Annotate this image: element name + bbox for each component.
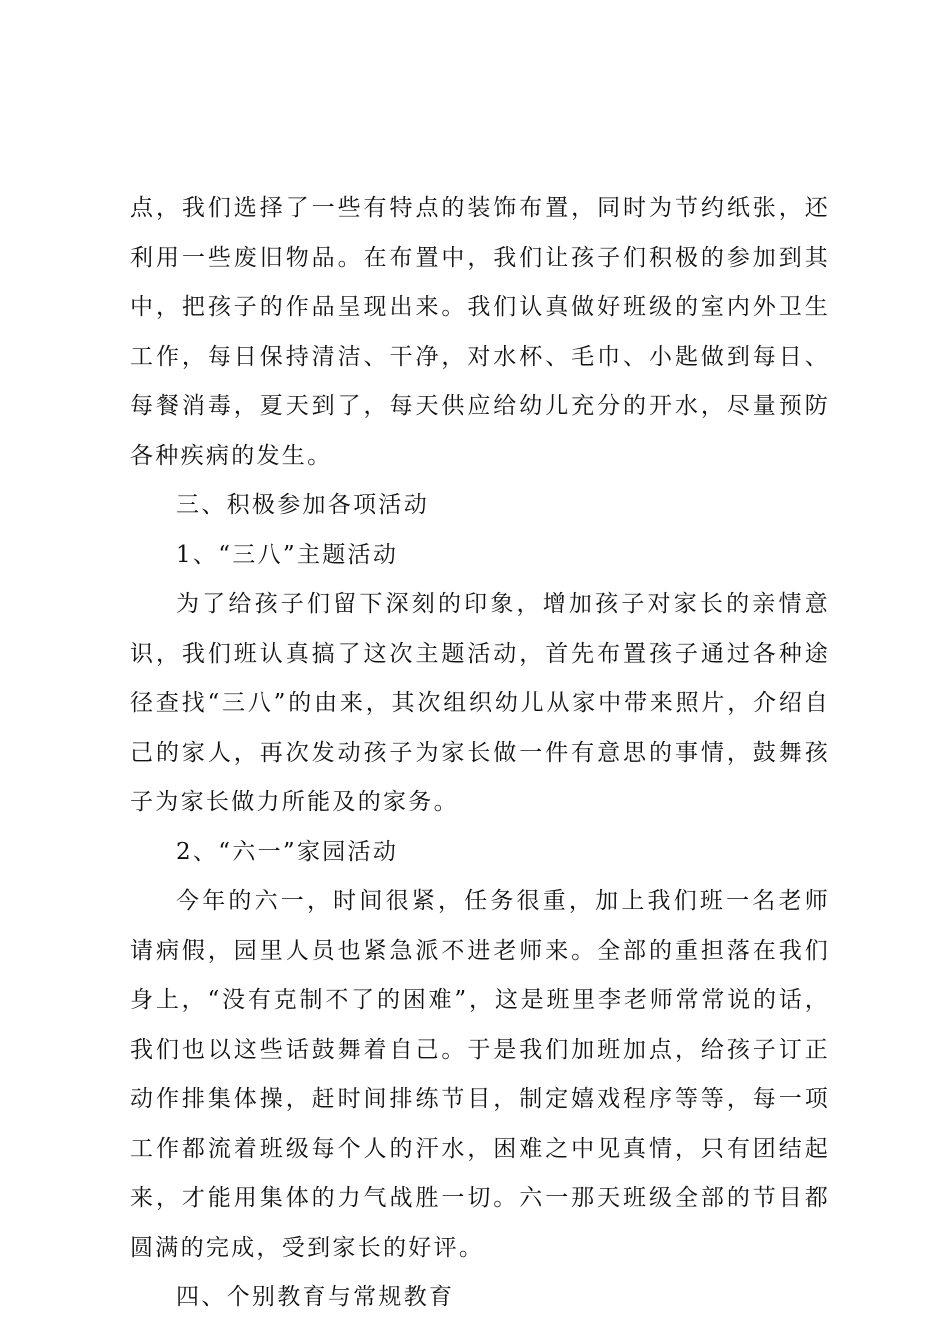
subheading-1: 1、“三八”主题活动: [176, 541, 399, 568]
subheading-2: 2、“六一”家园活动: [176, 838, 399, 865]
paragraph-sanba: 为了给孩子们留下深刻的印象，增加孩子对家长的亲情意识，我们班认真搞了这次主题活动，首先布置孩子通过各种途径查找“三八”的由来，其次组织幼儿从家中带来照片，介绍自己的家人，再次发动孩子为家长做一件有意思的事情，鼓舞孩子为家长做力所能及的家务。: [130, 591, 830, 815]
document-body: [130, 184, 830, 1323]
paragraph-continuation: 点，我们选择了一些有特点的装饰布置，同时为节约纸张，还利用一些废旧物品。在布置中，我们让孩子们积极的参加到其中，把孩子的作品呈现出来。我们认真做好班级的室内外卫生工作，每日保持清洁、干净，对水杯、毛巾、小匙做到每日、每餐消毒，夏天到了，每天供应给幼儿充分的开水，尽量预防各种疾病的发生。: [130, 195, 830, 469]
section-heading-3: 三、积极参加各项活动: [176, 492, 429, 518]
section-heading-4: 四、个别教育与常规教育: [176, 1284, 455, 1310]
paragraph-liuyi: 今年的六一，时间很紧，任务很重，加上我们班一名老师请病假，园里人员也紧急派不进老师来。全部的重担落在我们身上，“没有克制不了的困难”，这是班里李老师常常说的话，我们也以这些话鼓舞着自己。于是我们加班加点，给孩子订正动作排集体操，赶时间排练节目，制定嬉戏程序等等，每一项工作都流着班级每个人的汗水，困难之中见真情，只有团结起来，才能用集体的力气战胜一切。六一那天班级全部的节目都圆满的完成，受到家长的好评。: [130, 888, 830, 1261]
